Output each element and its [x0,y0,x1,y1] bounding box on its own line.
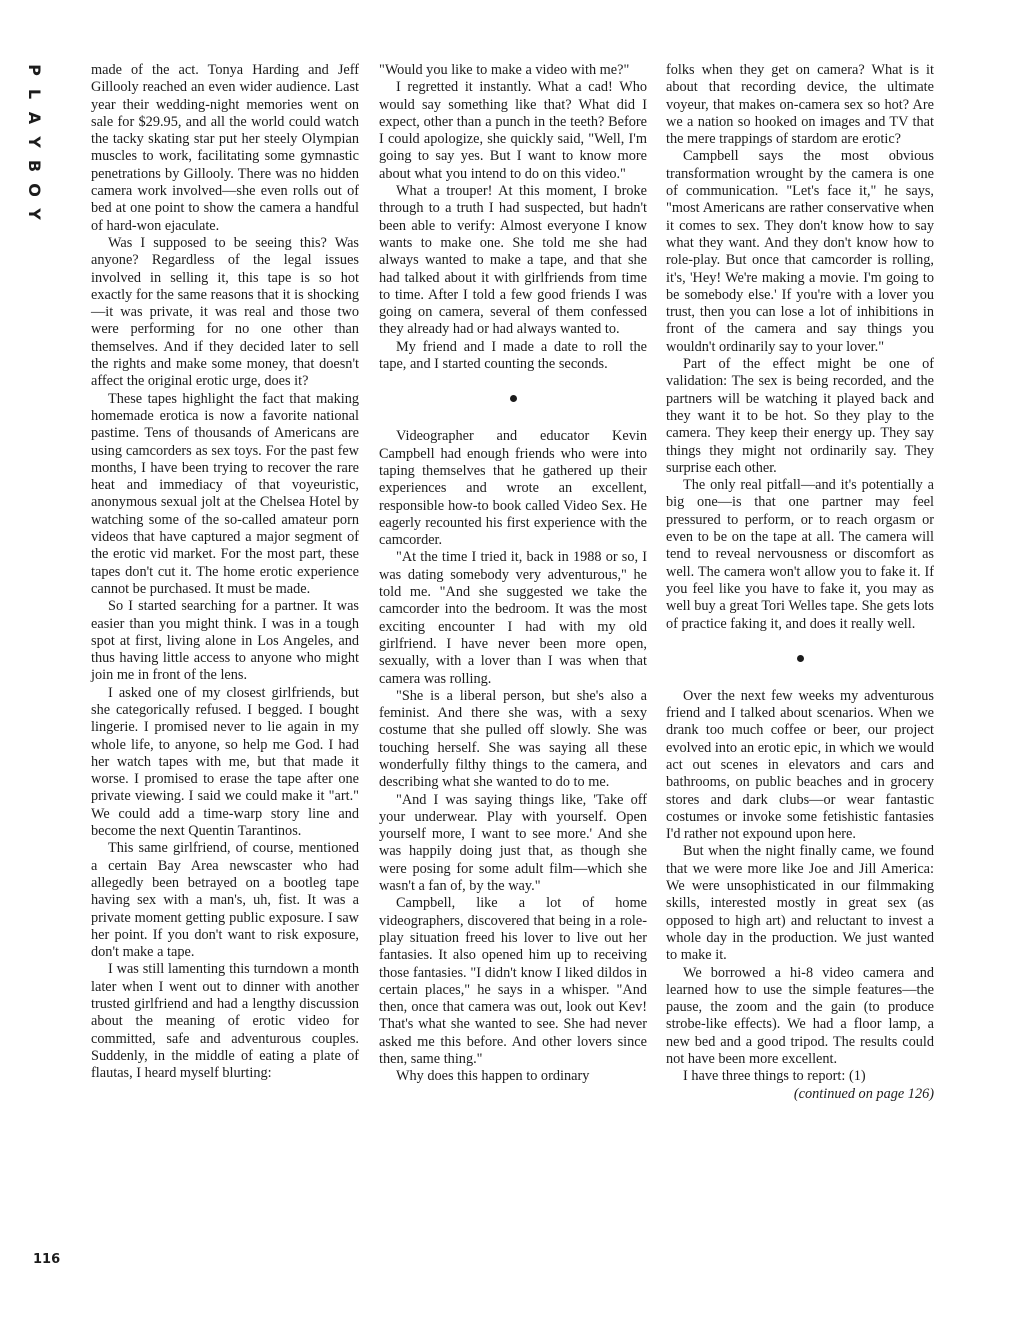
column-3 [666,62,934,1103]
paragraph: Videographer and educator Kevin Campbell had enough friends who were into taping themselves that he gathered up their experiences and wrote an excellent, responsible how-to book called Video Sex. He eagerly recounted his first experience with the camcorder. [379,428,647,549]
paragraph: Part of the effect might be one of validation: The sex is being recorded, and the partners will be watching it played back and they want it to be hot. So they play to the camera. They keep their energy up. They say things they might not ordinarily say. They surprise each other. [666,356,934,476]
paragraph: Was I supposed to be seeing this? Was anyone? Regardless of the legal issues involved in selling it, this tape is so hot exactly for the same reasons that it is shocking—it was private, it was real and those two were performing for no one other than themselves. And if they decided later to sell the rights and make some money, that doesn't affect the original erotic urge, does it? [91,234,359,390]
paragraph: The only real pitfall—and it's potentially a big one—is that one partner may feel pressured to perform, or to reach orgasm or even to be on the tape at all. The camera will tend to reveal nervousness or discomfort as well. The camera won't allow you to fake it. If you feel like you have to fake it, you may as well buy a great Tori Welles tape. She gets lots of practice faking it, and does it really well. [666,477,934,632]
column-1 [91,62,359,1083]
paragraph: I asked one of my closest girlfriends, but she categorically refused. I begged. I bought lingerie. I promised never to lie again in my whole life, to anyone, so help me God. I had her watch tapes with me, but that made it worse. I promised to erase the tape after one private viewing. I said we could make it "art." We could add a time-warp story line and become the next Quentin Tarantinos. [91,684,359,840]
paragraph: Over the next few weeks my adventurous friend and I talked about scenarios. When we drank too much coffee or beer, our project evolved into an erotic epic, in which we would act out scenes in elevators and cars and bathrooms, on public beaches and in grocery stores and dark clubs—or wear fantastic costumes or invoke some fetishistic fantasies I'd rather not expound upon here. [666,687,934,843]
paragraph: I have three things to report: (1) [683,1068,866,1085]
paragraph: Campbell, like a lot of home videographers, discovered that being in a role-play situation freed his lover to live out her fantasies. It also opened him up to receiving those fantasies. "I didn't know I liked dildos in certain places," he says in a whisper. "And then, once that camera was out, look out Kev! That's what she wanted to see. She had never asked me this before. And other lovers since then, same thing." [379,895,647,1068]
sidebar-letter: B [24,159,44,173]
page-number: 116 [33,1252,61,1267]
sidebar-letter: P [24,64,44,76]
paragraph: What a trouper! At this moment, I broke through to a truth I had suspected, but hadn't been able to verify: Almost everyone I know wants to make one. She told me she had always wanted to make a tape, and that she had talked about it with girlfriends from time to time. After I told a few good friends I was going on camera, several of them confessed they already had or had always wanted to. [379,183,647,338]
column-2 [379,62,647,1086]
paragraph: folks when they get on camera? What is it about that recording device, the ultimate voyeur, that makes on-camera sex so hot? Are we a nation so hooked on images and TV that the mere trappings of stardom are erotic? [666,62,934,148]
section-break-bullet [797,655,804,662]
paragraph: I was still lamenting this turndown a month later when I went out to dinner with another trusted girlfriend and had a lengthy discussion about the meaning of erotic video for committed, safe and adventurous couples. Suddenly, in the middle of eating a plate of flautas, I heard myself blurting: [91,961,359,1082]
sidebar-letter: L [24,88,44,100]
sidebar-letter: Y [25,208,44,220]
paragraph: These tapes highlight the fact that making homemade erotica is now a favorite national pastime. Tens of thousands of Americans are using camcorders as sex toys. For the past few months, I have been trying to recover the rare heat and immediacy of that voyeuristic, anonymous sexual jolt at the Chelsea Hotel by watching some of the so-called amateur porn videos that have captured a major segment of the erotic vid market. For the most part, these tapes don't cut it. The home erotic experience cannot be purchased. It must be made. [91,390,359,597]
paragraph: I regretted it instantly. What a cad! Who would say something like that? What did I expect, other than a punch in the teeth? Before I could apologize, she quickly said, "Well, I'm going to say yes. But I want to know more about what you intend to do on this video." [379,79,647,182]
sidebar-letter: A [24,111,44,125]
paragraph: So I started searching for a partner. It was easier than you might think. I was in a tough spot at first, living alone in Los Angeles, and thus having little access to anyone who might join me in front of the lens. [91,598,359,684]
paragraph: My friend and I made a date to roll the tape, and I started counting the seconds. [379,338,647,373]
paragraph: "At the time I tried it, back in 1988 or so, I was dating somebody very adventurous," he told me. "And she suggested we take the camcorder into the bedroom. It was the most exciting encounter I had with my old girlfriend. I have never been more open, sexually, with a lover than I was when that camera was rolling. [379,549,647,687]
sidebar-letter: O [24,183,44,197]
sidebar-letter: Y [25,136,44,148]
paragraph: Why does this happen to ordinary [396,1068,590,1085]
section-break-bullet [510,395,517,402]
paragraph: But when the night finally came, we found that we were more like Joe and Jill America: We were unsophisticated in our filmmaking skills, interested mostly in great sex (as opposed to high art) and reluctant to invest a whole day in the production. We just wanted to make it. [666,843,934,964]
paragraph: "And I was saying things like, 'Take off your underwear. Play with yourself. Open yourself more, I want to see more.' And she was happily doing just that, as though she were posing for some adult film—which she wasn't a fan of, by the way." [379,791,647,895]
paragraph: "Would you like to make a video with me?" [379,62,630,78]
paragraph: This same girlfriend, of course, mentioned a certain Bay Area newscaster who had allegedly been betrayed on a bootleg tape having sex with a man's, uh, fist. It was a private moment getting public exposure. I saw her point. If you don't want to risk exposure, don't make a tape. [91,840,359,961]
paragraph: "She is a liberal person, but she's also a feminist. And there she was, with a sexy costume that she pulled off slowly. She was touching herself. She was saying all these wonderfully filthy things to the camera, and describing what she wanted to do to me. [379,687,647,791]
paragraph: We borrowed a hi-8 video camera and learned how to use the simple features—the pause, the zoom and the gain (to produce strobe-like effects). We had a floor lamp, a new bed and a good tripod. The results could not have been more excellent. [666,964,934,1068]
paragraph: made of the act. Tonya Harding and Jeff Gillooly reached an even wider audience. Last year their wedding-night memories went on sale for $29.95, and all the world could watch the tacky skating star put her steely Olympian muscles to work, facilitating some gymnastic penetrations by Gillooly. There was no hidden camera work involved—she even rolls out of bed at one point to show the camera a handful of hard-won ejaculate. [91,62,359,234]
magazine-name-vertical [22,60,46,224]
paragraph: Campbell says the most obvious transformation wrought by the camera is one of communication. "Let's face it," he says, "most Americans are rather conservative when it comes to sex. They don't know how to say what they want. And they don't know how to role-play. But once that camcorder is rolling, it's, 'Hey! We're making a movie. I'm going to be somebody else.' If you're with a lover you trust, then you can lose a lot of inhibitions in front of the camera and say things you wouldn't ordinarily say to your lover." [666,148,934,355]
continued-note: (continued on page 126) [793,1085,934,1102]
